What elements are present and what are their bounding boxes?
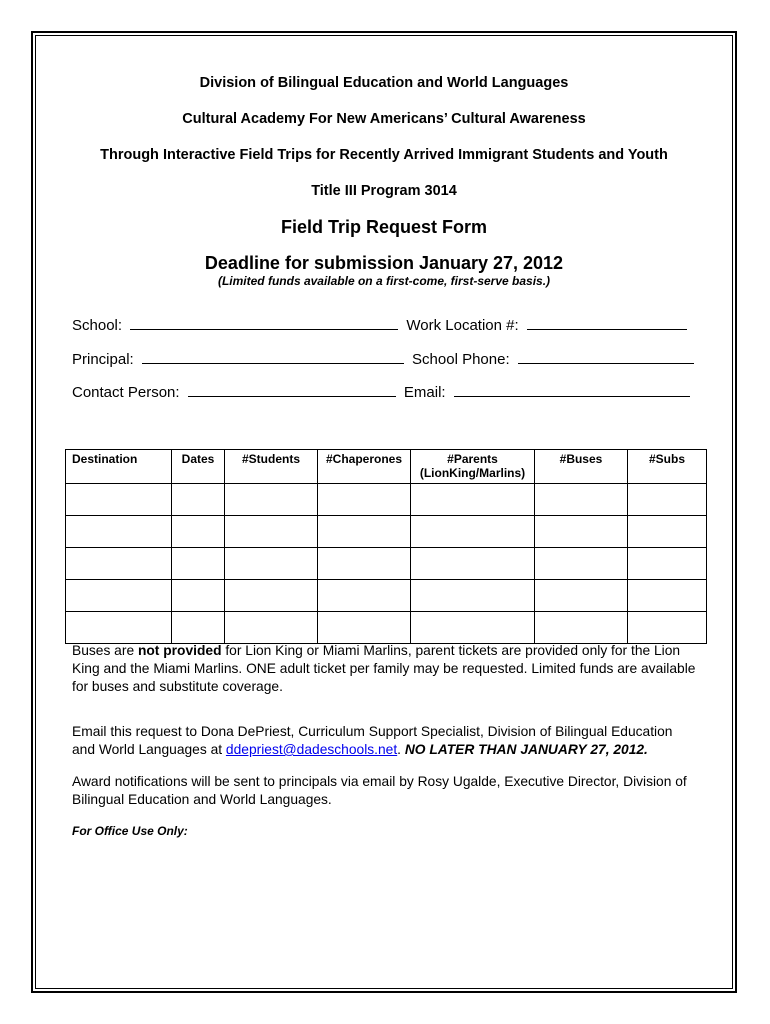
table-cell[interactable]: [225, 548, 318, 580]
table-cell[interactable]: [318, 580, 411, 612]
work-location-label: Work Location #:: [406, 317, 519, 334]
table-cell[interactable]: [66, 484, 172, 516]
header-subs: #Subs: [628, 450, 707, 484]
header-destination: Destination: [66, 450, 172, 484]
table-cell[interactable]: [172, 484, 225, 516]
deadline-heading: Deadline for submission January 27, 2012: [204, 253, 564, 273]
table-cell[interactable]: [628, 612, 707, 644]
table-cell[interactable]: [172, 612, 225, 644]
table-row: [66, 516, 707, 548]
contact-person-label: Contact Person:: [72, 384, 180, 401]
table-cell[interactable]: [535, 516, 628, 548]
table-cell[interactable]: [225, 580, 318, 612]
principal-input-line[interactable]: [142, 350, 404, 364]
table-cell[interactable]: [628, 548, 707, 580]
header-buses: #Buses: [535, 450, 628, 484]
header-parents: [411, 450, 535, 484]
office-use-label: For Office Use Only:: [72, 824, 188, 838]
table-cell[interactable]: [535, 548, 628, 580]
email-link[interactable]: ddepriest@dadeschools.net: [225, 742, 398, 757]
table-cell[interactable]: [411, 580, 535, 612]
table-header-row: [66, 450, 707, 484]
table-row: [66, 580, 707, 612]
program-number: Title III Program 3014: [311, 183, 457, 199]
header-chaperones: #Chaperones: [318, 450, 411, 484]
form-title: Field Trip Request Form: [280, 217, 488, 237]
school-row: [72, 316, 692, 334]
table-cell[interactable]: [628, 484, 707, 516]
table-cell[interactable]: [628, 516, 707, 548]
buses-paragraph: [72, 642, 697, 696]
table-cell[interactable]: [172, 548, 225, 580]
table-cell[interactable]: [318, 516, 411, 548]
table-cell[interactable]: [172, 580, 225, 612]
school-phone-label: School Phone:: [412, 351, 510, 368]
academy-heading: Cultural Academy For New Americans’ Cultural Awareness: [182, 111, 586, 127]
table-cell[interactable]: [411, 484, 535, 516]
table-cell[interactable]: [318, 484, 411, 516]
table-cell[interactable]: [66, 516, 172, 548]
table-row: [66, 484, 707, 516]
header-parents-label: #Parents: [447, 452, 498, 466]
table-row: [66, 548, 707, 580]
school-phone-input-line[interactable]: [518, 350, 694, 364]
buses-text-pre: Buses are: [72, 643, 138, 658]
table-cell[interactable]: [172, 516, 225, 548]
table-cell[interactable]: [411, 516, 535, 548]
contact-person-input-line[interactable]: [188, 383, 396, 397]
table-row: [66, 612, 707, 644]
email-input-line[interactable]: [454, 383, 690, 397]
limited-funds-note: (Limited funds available on a first-come, first-serve basis.): [217, 274, 551, 288]
email-paragraph: [72, 723, 697, 759]
table-cell[interactable]: [535, 484, 628, 516]
school-input-line[interactable]: [130, 316, 398, 330]
email-text-mid: .: [397, 742, 405, 757]
field-trip-table: [65, 449, 707, 644]
table-cell[interactable]: [318, 548, 411, 580]
principal-row: [72, 350, 692, 368]
work-location-input-line[interactable]: [527, 316, 687, 330]
header-dates: Dates: [172, 450, 225, 484]
table-cell[interactable]: [628, 580, 707, 612]
table-cell[interactable]: [225, 612, 318, 644]
principal-label: Principal:: [72, 351, 134, 368]
program-description: Through Interactive Field Trips for Recently Arrived Immigrant Students and Youth: [100, 147, 668, 163]
school-label: School:: [72, 317, 123, 334]
table-cell[interactable]: [66, 548, 172, 580]
buses-text-post: for Lion King or Miami Marlins, parent tickets are provided only for the Lion King and the Miami Marlins. ONE adult ticket per family may be requested. Limited funds are available for buses and substitute coverage.: [72, 643, 696, 694]
header-parents-sub: (LionKing/Marlins): [419, 466, 526, 480]
contact-row: [72, 383, 692, 401]
table-cell[interactable]: [411, 548, 535, 580]
buses-text-bold: not provided: [137, 643, 222, 658]
division-heading: Division of Bilingual Education and World Languages: [199, 75, 569, 91]
table-cell[interactable]: [66, 580, 172, 612]
award-paragraph: Award notifications will be sent to principals via email by Rosy Ugalde, Executive Director, Division of Bilingual Education and World Languages.: [72, 774, 687, 807]
table-cell[interactable]: [318, 612, 411, 644]
table-cell[interactable]: [535, 580, 628, 612]
table-cell[interactable]: [225, 516, 318, 548]
table-cell[interactable]: [66, 612, 172, 644]
email-deadline: NO LATER THAN JANUARY 27, 2012.: [404, 742, 648, 757]
email-text-pre: Email this request to Dona DePriest, Curriculum Support Specialist, Division of Bilingual Education and World Languages at: [72, 724, 673, 757]
table-cell[interactable]: [225, 484, 318, 516]
table-cell[interactable]: [411, 612, 535, 644]
header-students: #Students: [225, 450, 318, 484]
table-cell[interactable]: [535, 612, 628, 644]
email-label: Email:: [403, 384, 446, 401]
